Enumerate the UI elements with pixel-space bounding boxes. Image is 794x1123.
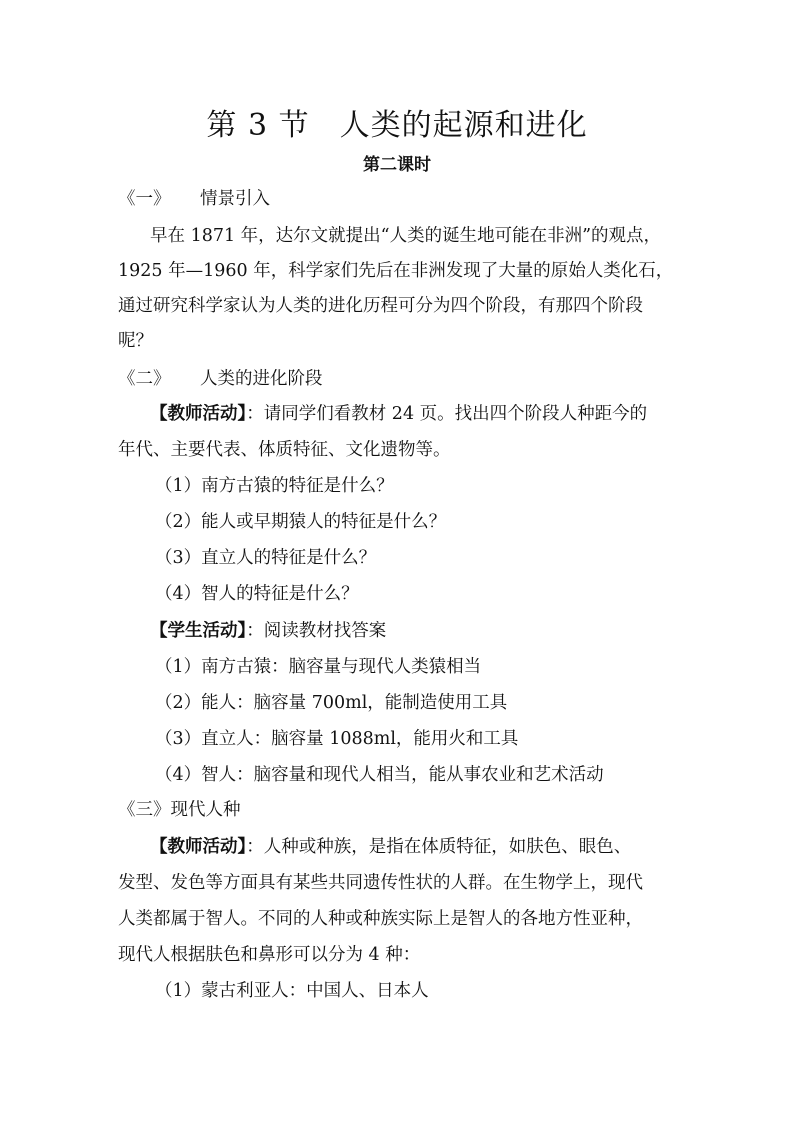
student-activity xyxy=(150,617,386,642)
section-name: 人类的进化阶段 xyxy=(200,369,323,389)
teacher-activity-2 xyxy=(150,833,631,858)
question-item: （1）南方古猿的特征是什么？ xyxy=(155,476,394,496)
activity-tag: 【教师活动】 xyxy=(150,837,247,857)
answer-item: （1）南方古猿：脑容量与现代人类猿相当 xyxy=(155,657,482,677)
activity-tag: 【教师活动】 xyxy=(150,404,247,424)
section-heading-3: 《三》现代人种 xyxy=(118,800,241,820)
question-item: （2）能人或早期猿人的特征是什么？ xyxy=(155,512,447,532)
activity-text-line: 年代、主要代表、体质特征、文化遗物等。 xyxy=(118,440,451,460)
intro-line: 早在 1871 年，达尔文就提出“人类的诞生地可能在非洲”的观点， xyxy=(150,226,662,246)
teacher-activity-1 xyxy=(150,400,647,425)
intro-line: 呢？ xyxy=(118,331,153,351)
activity-text: ：阅读教材找答案 xyxy=(246,621,387,641)
section-number: 《一》 xyxy=(118,189,171,209)
section-name: 情景引入 xyxy=(200,189,270,209)
page-subtitle: 第二课时 xyxy=(363,155,431,175)
answer-item: （3）直立人：脑容量 1088ml，能用火和工具 xyxy=(155,729,519,749)
section-number: 《二》 xyxy=(118,369,171,389)
race-item: （1）蒙古利亚人：中国人、日本人 xyxy=(155,981,429,1001)
section-heading-2 xyxy=(118,365,323,390)
activity-text: ：人种或种族，是指在体质特征，如肤色、眼色、 xyxy=(246,837,632,857)
activity-text-line: 现代人根据肤色和鼻形可以分为 4 种： xyxy=(118,945,421,965)
answer-item: （4）智人：脑容量和现代人相当，能从事农业和艺术活动 xyxy=(155,765,604,785)
activity-text-line: 人类都属于智人。不同的人种或种族实际上是智人的各地方性亚种， xyxy=(118,909,643,929)
activity-text: ：请同学们看教材 24 页。找出四个阶段人种距今的 xyxy=(246,404,648,424)
title-text: 人类的起源和进化 xyxy=(339,108,588,143)
section-heading-1 xyxy=(118,185,270,210)
page-title xyxy=(0,100,794,144)
answer-item: （2）能人：脑容量 700ml，能制造使用工具 xyxy=(155,693,508,713)
question-item: （3）直立人的特征是什么？ xyxy=(155,548,377,568)
title-section-number: 第 3 节 xyxy=(206,108,310,143)
question-item: （4）智人的特征是什么？ xyxy=(155,584,359,604)
activity-tag: 【学生活动】 xyxy=(150,621,247,641)
activity-text-line: 发型、发色等方面具有某些共同遗传性状的人群。在生物学上，现代 xyxy=(118,873,643,893)
intro-line: 通过研究科学家认为人类的进化历程可分为四个阶段，有那四个阶段 xyxy=(118,296,643,316)
intro-line: 1925 年—1960 年，科学家们先后在非洲发现了大量的原始人类化石， xyxy=(118,261,674,281)
